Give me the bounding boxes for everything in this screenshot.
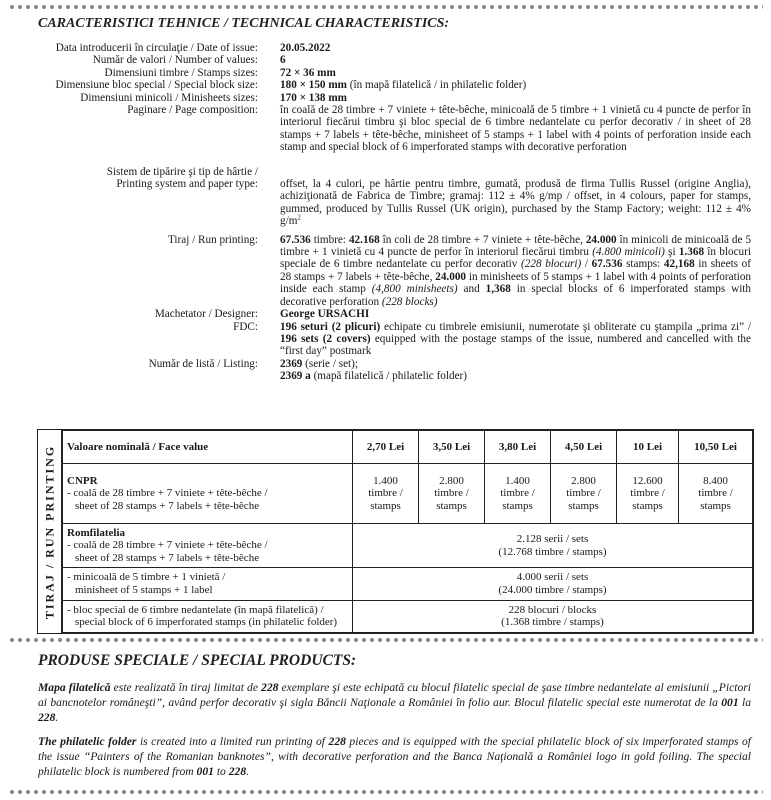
technical-characteristics (0, 42, 771, 383)
cnpr-title: CNPR (67, 474, 98, 487)
cnpr-count: 1.400 (373, 474, 398, 487)
printing-text: offset, la 4 culori, pe hârtie pentru timbre, gumată, produsă de firma Tullis Russel (origine Anglia), achiziţionată de Fabrica de Timbre; gramaj: 112 ± 4% g/mp / offset, in 4 colours, paper for stamps, gummed, produced by Tullis Russel (UK origin), purchased by the Stamp Factory; weight: 112 ± 4% g/m (280, 178, 751, 228)
printing-row (0, 166, 771, 228)
stamp-size-label: Dimensiuni timbre / Stamps sizes: (104, 66, 258, 79)
run-text: (4.800 minicoli) (592, 246, 665, 259)
technical-heading: CARACTERISTICI TEHNICE / TECHNICAL CHARACTERISTICS: (38, 16, 450, 31)
special-text: Mapa filatelică (38, 681, 111, 694)
composition-value: în coală de 28 timbre + 7 viniete + tête-bêche, minicoală de 5 timbre + 1 vinietă cu 4 puncte de perfor în interiorul fiecărui timbru şi bloc special de 6 timbre nedantelate cu perfor decorativ / in sheet of 28 stamps + 7 labels + tête-bêche, minisheet of 5 stamps + 1 label with 4 points of perforation inside each stamp and special block of 6 imperforated stamps with decorative perforation (280, 104, 751, 154)
cnpr-count: 12.600 (632, 474, 663, 487)
cnpr-count-cell (485, 464, 551, 524)
special-text: este realizată în tiraj limitat de (110, 681, 262, 694)
special-text: pieces and is equipped with the special philatelic block of six imperforated stamps of the issue “Painters of the Romanian banknotes”, with decorative perforation and the Banca Naţională a României logo in gold foiling. The special philatelic block is numbered from (38, 734, 752, 779)
minisheet-desc-line: minisheet of 5 stamps + 1 label (75, 584, 213, 596)
table-header-row (63, 431, 753, 464)
romfilatelia-sets: 2.128 serii / sets (516, 533, 589, 546)
run-text: in minisheets of 5 stamps + 1 label with 4 points of perforation inside each stamp (280, 270, 752, 296)
cnpr-desc-line: - coală de 28 timbre + 7 viniete + tête-bêche / (67, 487, 268, 500)
minisheet-sets: 4.000 serii / sets (516, 571, 589, 584)
run-total: 67.536 (280, 233, 311, 246)
minisheet-size-value: 170 × 138 mm (280, 91, 347, 104)
block-size-label: Dimensiune bloc special / Special block size: (55, 79, 258, 92)
face-value-cell: 2,70 Lei (353, 431, 419, 464)
romfilatelia-stamps: (12.768 timbre / stamps) (498, 545, 607, 558)
values-label: Număr de valori / Number of values: (92, 54, 258, 67)
run-text: / (581, 258, 592, 271)
run-text: in sheets of 28 stamps + 7 labels + tête-bêche, (280, 258, 752, 283)
romfilatelia-desc-line: sheet of 28 stamps + 7 labels + tête-bêche (75, 551, 260, 564)
minisheet-size-row (0, 92, 771, 104)
special-text: exemplare şi este echipată cu blocul filatelic special de şase timbre nedantelate al emisiunii „Pictori ai bancnotelor româneşti”, având perfor decorativ şi sigla Băncii Naţionale a României în folio aur. Blocul filatelic special este numerotat de la (38, 681, 751, 710)
cnpr-count-cell (353, 464, 419, 524)
special-products-text (38, 680, 751, 787)
cnpr-count-cell (419, 464, 485, 524)
minisheet-stamps: (24.000 timbre / stamps) (498, 584, 607, 596)
cnpr-description (63, 464, 353, 524)
minisheet-value (353, 568, 753, 600)
cnpr-unit: stamps (502, 499, 533, 512)
cnpr-count-cell (617, 464, 679, 524)
issue-date-label: Data introducerii în circulaţie / Date of issue: (55, 42, 258, 54)
romfilatelia-row (63, 523, 753, 567)
special-text: is created into a limited run printing of (136, 734, 329, 748)
listing-row (0, 358, 771, 383)
block-count: 228 blocuri / blocks (508, 603, 597, 616)
listing-label: Număr de listă / Listing: (148, 357, 258, 370)
face-value-cell: 10 Lei (617, 431, 679, 464)
run-text: in special blocks of 6 imperforated stamps with decorative perforation (280, 283, 752, 308)
run-text: (228 blocuri) (521, 258, 582, 271)
cnpr-unit: timbre / (368, 487, 403, 500)
special-text: 001 (721, 696, 739, 710)
romfilatelia-desc-line: - coală de 28 timbre + 7 viniete + tête-bêche / (67, 539, 268, 552)
block-desc-line: special block of 6 imperforated stamps (in philatelic folder) (75, 616, 338, 629)
run-sheets: 42.168 (348, 233, 380, 246)
romfilatelia-value (353, 523, 753, 567)
minisheet-row (63, 568, 753, 600)
composition-row (0, 104, 771, 154)
issue-date-value: 20.05.2022 (280, 42, 331, 54)
face-value-cell: 3,80 Lei (485, 431, 551, 464)
fdc-sets-en: 196 sets (2 covers) (280, 332, 371, 345)
printing-superscript: 2 (297, 213, 301, 222)
special-text: la (738, 696, 752, 710)
listing-number-folder: 2369 a (280, 370, 311, 383)
fdc-value (280, 321, 751, 358)
designer-row (0, 308, 771, 320)
special-text: to (213, 765, 229, 779)
designer-value: George URSACHI (280, 308, 370, 321)
cnpr-count: 1.400 (505, 474, 530, 487)
special-products-paragraph-ro (38, 680, 751, 726)
special-text: . (246, 765, 250, 779)
minisheet-size-label: Dimensiuni minicoli / Minisheets sizes: (80, 91, 258, 104)
run-text: (228 blocks) (381, 295, 438, 308)
minisheet-desc-line: - minicoală de 5 timbre + 1 vinietă / (67, 571, 226, 584)
run-printing-table (37, 429, 754, 634)
top-dotted-divider (8, 4, 763, 10)
printing-label-line-2: Printing system and paper type: (116, 178, 258, 191)
special-text: 228 (261, 681, 279, 694)
cnpr-count: 8.400 (703, 474, 728, 487)
run-value (280, 234, 751, 308)
listing-number: 2369 (280, 357, 303, 370)
run-row (0, 234, 771, 308)
fdc-text: echipate cu timbrele emisiunii, numerotate şi obliterate cu ştampila „prima zi” / (380, 320, 751, 333)
run-text: în coli de 28 timbre + 7 viniete + tête-bêche, (379, 233, 586, 246)
printing-label (0, 166, 280, 228)
cnpr-unit: stamps (632, 499, 663, 512)
romfilatelia-description (63, 523, 353, 567)
bottom-dotted-divider (8, 789, 763, 795)
run-text: and (457, 283, 486, 296)
cnpr-unit: timbre / (566, 487, 601, 500)
run-text: în minicoli de minicoală de 5 timbre + 1 vinietă cu 4 puncte de perfor în interiorul fiecărui timbru (280, 233, 752, 259)
romfilatelia-title: Romfilatelia (67, 526, 126, 539)
block-size-row (0, 79, 771, 91)
special-products-paragraph-en (38, 734, 751, 780)
listing-text: (serie / set); (302, 357, 358, 370)
block-size-value: 180 × 150 mm (280, 79, 347, 92)
cnpr-count-cell (551, 464, 617, 524)
cnpr-row (63, 464, 753, 524)
values-value: 6 (280, 54, 286, 67)
special-text: 228 (228, 765, 247, 779)
special-text: 001 (196, 765, 214, 779)
block-stamps: (1.368 timbre / stamps) (501, 616, 604, 629)
run-label: Tiraj / Run printing: (167, 233, 258, 246)
fdc-row (0, 321, 771, 358)
fdc-text: equipped with the postage stamps of the issue, numbered and cancelled with the “first day” postmark (280, 332, 751, 358)
cnpr-count: 2.800 (439, 474, 464, 487)
run-blocks-en: 1,368 (485, 283, 511, 296)
run-blocks: 1.368 (678, 246, 705, 259)
side-label-text: TIRAJ / RUN PRINTING (42, 444, 56, 619)
run-sheets-en: 42,168 (663, 258, 695, 271)
run-text: timbre: (310, 233, 349, 246)
fdc-label: FDC: (233, 320, 258, 333)
run-total-en: 67.536 (591, 258, 623, 271)
values-row (0, 54, 771, 66)
block-size-note: (în mapă filatelică / in philatelic folder) (349, 79, 527, 92)
run-minisheets-en: 24.000 (435, 270, 466, 283)
special-products-heading: PRODUSE SPECIALE / SPECIAL PRODUCTS: (38, 652, 357, 669)
special-text: 228 (38, 711, 56, 725)
stamp-size-row (0, 67, 771, 79)
run-text: în blocuri speciale de 6 timbre nedantelate cu perfor decorativ (280, 246, 751, 271)
face-value-header: Valoare nominală / Face value (63, 431, 353, 464)
run-printing-side-label (38, 430, 62, 633)
special-text: The philatelic folder (38, 734, 137, 748)
cnpr-unit: stamps (568, 499, 599, 512)
composition-label: Paginare / Page composition: (127, 104, 258, 117)
cnpr-unit: timbre / (630, 487, 665, 500)
listing-text: (mapă filatelică / philatelic folder) (310, 370, 468, 383)
printing-label-line-1: Sistem de tipărire şi tip de hârtie / (106, 165, 258, 178)
cnpr-unit: stamps (700, 499, 731, 512)
cnpr-count-cell (679, 464, 753, 524)
block-desc-line: - bloc special de 6 timbre nedantelate (în mapă filatelică) / (67, 603, 324, 616)
cnpr-unit: timbre / (698, 487, 733, 500)
printing-value (280, 166, 751, 228)
face-value-cell: 10,50 Lei (679, 431, 753, 464)
cnpr-unit: stamps (370, 499, 401, 512)
cnpr-unit: timbre / (434, 487, 469, 500)
run-text: stamps: (622, 258, 664, 271)
middle-dotted-divider (8, 637, 763, 643)
run-minisheets: 24.000 (585, 233, 617, 246)
special-text: 228 (328, 734, 346, 748)
cnpr-count: 2.800 (571, 474, 596, 487)
face-value-cell: 4,50 Lei (551, 431, 617, 464)
listing-value (280, 358, 751, 383)
designer-label: Machetator / Designer: (154, 308, 258, 321)
minisheet-description (63, 568, 353, 600)
special-block-description (63, 600, 353, 632)
run-text: (4,800 minisheets) (371, 283, 458, 296)
fdc-sets: 196 seturi (2 plicuri) (280, 320, 381, 333)
special-block-value (353, 600, 753, 632)
face-value-cell: 3,50 Lei (419, 431, 485, 464)
stamp-size-value: 72 × 36 mm (280, 66, 336, 79)
run-text: şi (664, 246, 679, 259)
face-value-table (62, 430, 753, 633)
cnpr-unit: timbre / (500, 487, 535, 500)
cnpr-unit: stamps (436, 499, 467, 512)
special-block-row (63, 600, 753, 632)
issue-date-row (0, 42, 771, 54)
cnpr-desc-line: sheet of 28 stamps + 7 labels + tête-bêche (75, 499, 260, 512)
special-text: . (55, 711, 59, 725)
